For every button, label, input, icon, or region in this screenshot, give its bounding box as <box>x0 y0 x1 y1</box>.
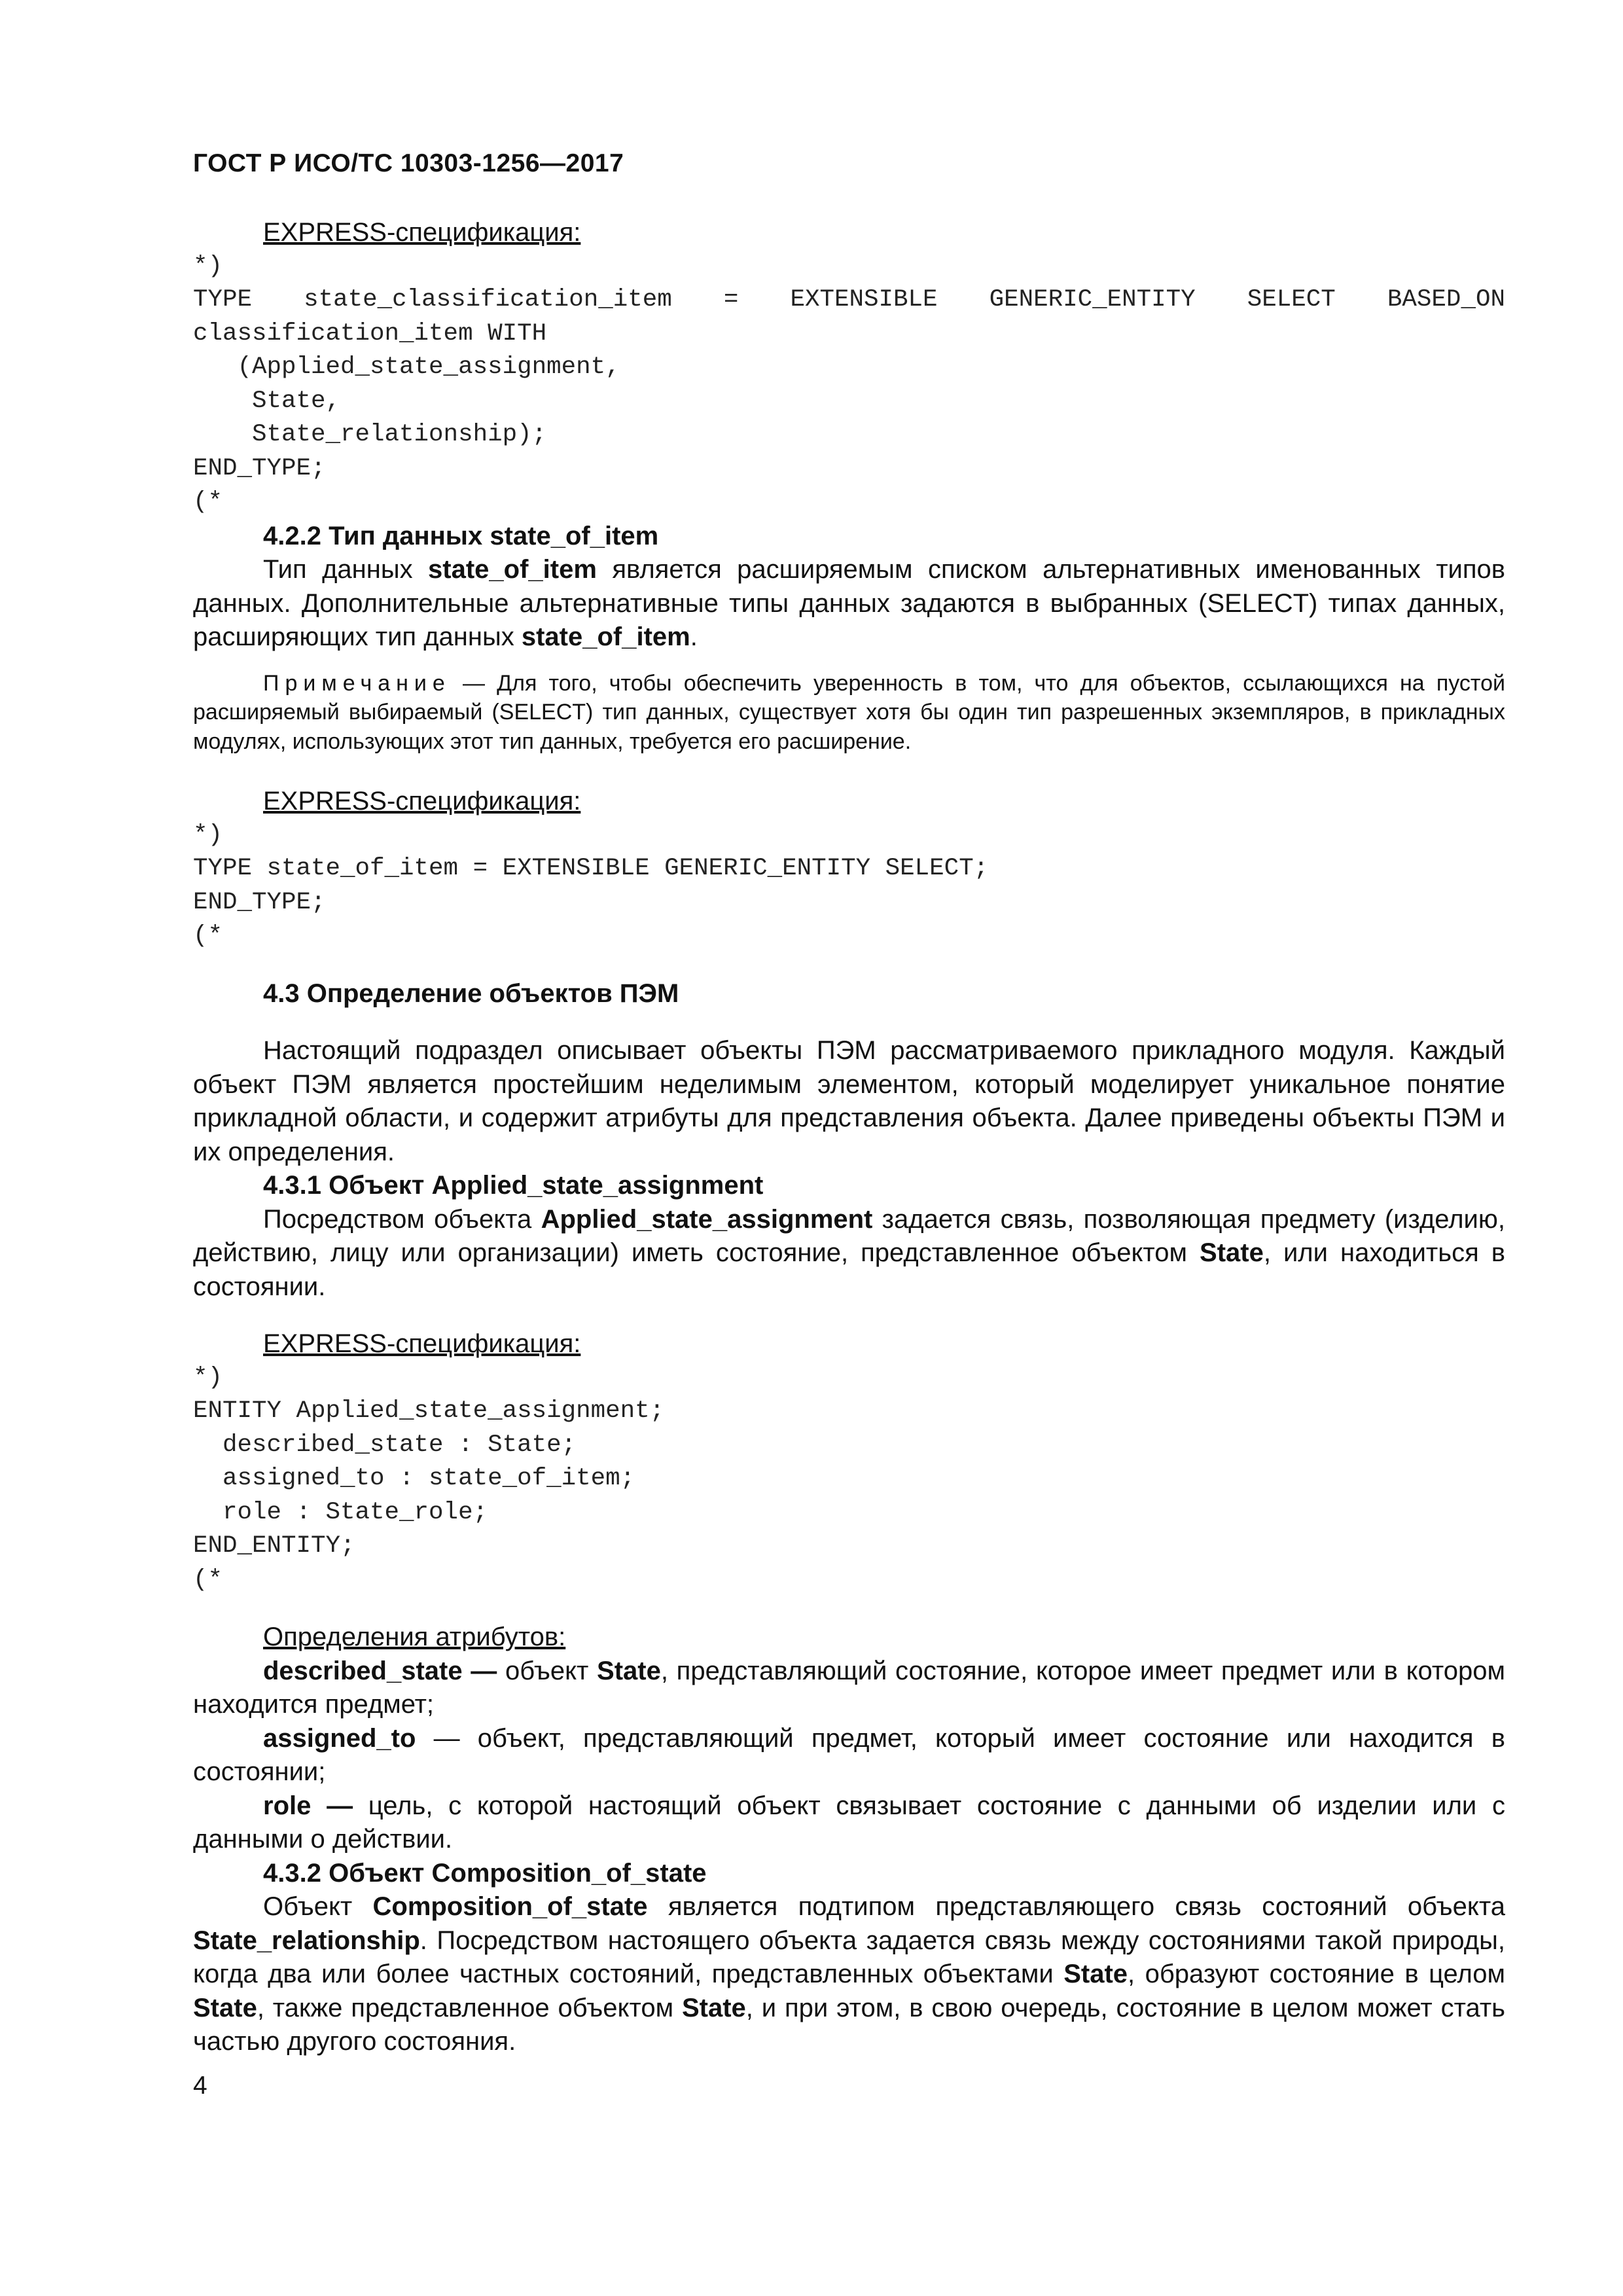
code-line: (* <box>193 488 223 516</box>
text-run: Тип данных <box>263 555 429 584</box>
attribute-name: role — <box>263 1791 353 1820</box>
bold-term: State_relationship <box>193 1926 420 1955</box>
text-run: является подтипом представляющего связь состояний объекта <box>647 1892 1505 1921</box>
code-token: GENERIC_ENTITY <box>989 286 1196 314</box>
code-line: assigned_to : state_of_item; <box>193 1465 635 1492</box>
code-line: TYPE state_of_item = EXTENSIBLE GENERIC_ENTITY SELECT; <box>193 855 989 882</box>
text-run: . <box>690 622 698 651</box>
bold-term: State <box>193 1993 257 2022</box>
code-line <box>193 283 1505 317</box>
paragraph <box>193 1203 1505 1304</box>
code-token: BASED_ON <box>1387 286 1505 314</box>
text-run: , и при этом, в свою очередь, состояние в целом может стать частью другого состояния. <box>193 1993 1505 2056</box>
code-token: state_classification_item <box>304 286 672 314</box>
attribute-definition <box>193 1655 1505 1722</box>
bold-term: state_of_item <box>428 555 597 584</box>
note-label: Примечание <box>263 670 451 696</box>
express-spec-label: EXPRESS-спецификация: <box>263 218 581 247</box>
attribute-definition <box>193 1789 1505 1857</box>
code-line: role : State_role; <box>193 1498 488 1526</box>
code-token: SELECT <box>1247 286 1336 314</box>
code-line: END_TYPE; <box>193 454 326 482</box>
code-line: (* <box>193 922 223 950</box>
text-run: . Посредством настоящего объекта задается связь между состояниями такой природы, когда два или более частных состояний, представленных объектами <box>193 1926 1505 1988</box>
text-run: Посредством объекта <box>263 1204 541 1234</box>
bold-term: State <box>681 1993 746 2022</box>
text-run: , также представленное объектом <box>257 1993 682 2022</box>
note-text: — Для того, чтобы обеспечить уверенность в том, что для объектов, ссылающихся на пустой расширяемый выбираемый (SELECT) тип данных, существует хотя бы один тип разрешенных экземпляров, в прикладных модулях, использующих этот тип данных, требуется его расширение. <box>193 670 1505 754</box>
code-line: (Applied_state_assignment, <box>193 353 620 381</box>
section-heading: 4.3.2 Объект Composition_of_state <box>263 1858 707 1888</box>
paragraph: Настоящий подраздел описывает объекты ПЭМ рассматриваемого прикладного модуля. Каждый объект ПЭМ является простейшим неделимым элементом, который моделирует уникальное понятие прикладной области, и содержит атрибуты для представления объекта. Далее приведены объекты ПЭМ и их определения. <box>193 1036 1505 1166</box>
attribute-name: assigned_to <box>263 1723 416 1753</box>
bold-term: State <box>1063 1960 1128 1988</box>
code-line: *) <box>193 821 223 849</box>
paragraph <box>193 553 1505 655</box>
page-number: 4 <box>193 2072 207 2100</box>
text-run: является расширяемым списком альтернативных именованных типов данных. Дополнительные альтернативные типы данных задаются в выбранных (SELECT) типах данных, расширяющих тип данных <box>193 555 1506 651</box>
code-token: TYPE <box>193 286 253 314</box>
bold-term: state_of_item <box>521 622 690 651</box>
express-spec-label: EXPRESS-спецификация: <box>263 787 581 816</box>
text-run: объект <box>497 1656 597 1685</box>
text-run: , представляющий состояние, которое имеет предмет или в котором находится предмет; <box>193 1656 1506 1719</box>
code-token: = <box>723 286 739 314</box>
code-line: *) <box>193 252 223 280</box>
page-content <box>193 216 1505 2059</box>
bold-term: Composition_of_state <box>372 1892 648 1921</box>
section-heading: 4.3 Определение объектов ПЭМ <box>263 978 679 1008</box>
attribute-name: described_state — <box>263 1656 497 1685</box>
code-line: *) <box>193 1363 223 1391</box>
attribute-definition <box>193 1722 1505 1789</box>
bold-term: State <box>597 1656 661 1685</box>
code-line: (* <box>193 1566 223 1594</box>
section-heading: 4.3.1 Объект Applied_state_assignment <box>263 1171 764 1200</box>
code-line: State_relationship); <box>193 421 547 448</box>
code-token: EXTENSIBLE <box>790 286 938 314</box>
code-line: State, <box>193 387 341 415</box>
text-run: задается связь, позволяющая предмету (изделию, действию, лицу или организации) иметь состояние, представленное объектом <box>193 1204 1506 1267</box>
express-spec-label: EXPRESS-спецификация: <box>263 1329 581 1358</box>
text-run: , образуют состояние в целом <box>1128 1960 1505 1988</box>
paragraph <box>193 1890 1505 2059</box>
note-paragraph <box>193 669 1505 757</box>
text-run: — объект, представляющий предмет, который имеет состояние или находится в состоянии; <box>193 1723 1505 1786</box>
bold-term: State <box>1200 1238 1264 1267</box>
code-line: classification_item WITH <box>193 319 547 348</box>
text-run: , или находиться в состоянии. <box>193 1238 1505 1301</box>
code-line: ENTITY Applied_state_assignment; <box>193 1397 665 1425</box>
code-line: END_TYPE; <box>193 888 326 916</box>
attributes-label: Определения атрибутов: <box>263 1623 566 1651</box>
bold-term: Applied_state_assignment <box>541 1204 873 1234</box>
code-line: END_ENTITY; <box>193 1532 355 1560</box>
document-header: ГОСТ Р ИСО/ТС 10303-1256—2017 <box>193 149 624 177</box>
code-line: described_state : State; <box>193 1431 577 1459</box>
section-heading: 4.2.2 Тип данных state_of_item <box>263 521 659 550</box>
text-run: Объект <box>263 1892 373 1921</box>
text-run: цель, с которой настоящий объект связывает состояние с данными об изделии или с данными о действии. <box>193 1791 1505 1854</box>
